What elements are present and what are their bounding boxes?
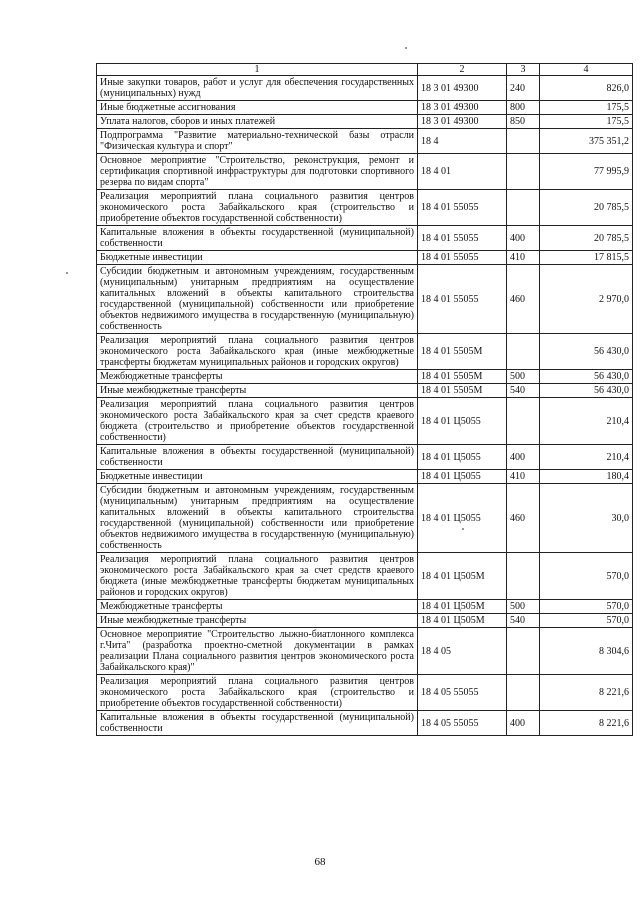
row-type: 850 [507, 115, 540, 129]
row-name: Капитальные вложения в объекты государственной (муниципальной) собственности [97, 711, 418, 736]
row-code: 18 4 01 [418, 154, 507, 190]
table-row [97, 398, 633, 445]
table-row [97, 370, 633, 384]
row-type: 410 [507, 251, 540, 265]
row-code: 18 3 01 49300 [418, 101, 507, 115]
row-amount: 8 304,6 [540, 628, 633, 675]
row-amount: 20 785,5 [540, 190, 633, 226]
header-col-3: 3 [507, 64, 540, 76]
row-amount: 8 221,6 [540, 711, 633, 736]
row-name: Реализация мероприятий плана социального развития центров экономического роста Забайкальского края за счет средств краевого бюджета (иные межбюджетные трансферты бюджетам муниципальных районов и городских округов) [97, 553, 418, 600]
header-col-2: 2 [418, 64, 507, 76]
row-code: 18 4 01 55055 [418, 251, 507, 265]
table-row [97, 711, 633, 736]
table-row [97, 226, 633, 251]
row-amount: 56 430,0 [540, 370, 633, 384]
row-code: 18 4 05 55055 [418, 711, 507, 736]
row-name: Бюджетные инвестиции [97, 470, 418, 484]
row-code: 18 4 05 55055 [418, 675, 507, 711]
row-code: 18 4 01 Ц5055 [418, 470, 507, 484]
row-name: Реализация мероприятий плана социального развития центров экономического роста Забайкальского края (строительство и приобретение объектов государственной собственности) [97, 675, 418, 711]
row-amount: 2 970,0 [540, 265, 633, 334]
row-name: Реализация мероприятий плана социального развития центров экономического роста Забайкальского края (строительство и приобретение объектов государственной собственности) [97, 190, 418, 226]
row-amount: 570,0 [540, 614, 633, 628]
row-name: Реализация мероприятий плана социального развития центров экономического роста Забайкальского края (иные межбюджетные трансферты бюджетам муниципальных районов и городских округов) [97, 334, 418, 370]
row-amount: 826,0 [540, 76, 633, 101]
row-name: Капитальные вложения в объекты государственной (муниципальной) собственности [97, 226, 418, 251]
row-type: 540 [507, 614, 540, 628]
row-type: 460 [507, 484, 540, 553]
row-amount: 210,4 [540, 445, 633, 470]
row-name: Межбюджетные трансферты [97, 370, 418, 384]
table-row [97, 484, 633, 553]
row-code: 18 3 01 49300 [418, 115, 507, 129]
row-amount: 30,0 [540, 484, 633, 553]
table-row [97, 190, 633, 226]
row-amount: 56 430,0 [540, 384, 633, 398]
table-row [97, 553, 633, 600]
scan-speck [66, 272, 68, 274]
table-row [97, 265, 633, 334]
row-amount: 20 785,5 [540, 226, 633, 251]
row-type: 400 [507, 711, 540, 736]
row-code: 18 4 01 Ц505М [418, 553, 507, 600]
row-code: 18 4 01 5505М [418, 384, 507, 398]
row-amount: 180,4 [540, 470, 633, 484]
row-name: Основное мероприятие "Строительство, реконструкция, ремонт и сертификация спортивной инфраструктуры для подготовки спортивного резерва по видам спорта" [97, 154, 418, 190]
row-code: 18 4 01 Ц505М [418, 614, 507, 628]
table-row [97, 600, 633, 614]
row-name: Уплата налогов, сборов и иных платежей [97, 115, 418, 129]
row-name: Реализация мероприятий плана социального развития центров экономического роста Забайкальского края за счет средств краевого бюджета (строительство и приобретение объектов государственной собственности) [97, 398, 418, 445]
row-amount: 56 430,0 [540, 334, 633, 370]
row-name: Бюджетные инвестиции [97, 251, 418, 265]
row-type: 410 [507, 470, 540, 484]
row-type: 540 [507, 384, 540, 398]
row-type: 500 [507, 370, 540, 384]
row-type [507, 129, 540, 154]
row-type [507, 154, 540, 190]
row-code: 18 4 01 5505М [418, 334, 507, 370]
row-amount: 210,4 [540, 398, 633, 445]
page-number: 68 [314, 856, 326, 868]
table-body [97, 76, 633, 736]
row-type [507, 334, 540, 370]
row-name: Иные межбюджетные трансферты [97, 614, 418, 628]
row-name: Межбюджетные трансферты [97, 600, 418, 614]
row-name: Иные бюджетные ассигнования [97, 101, 418, 115]
row-amount: 175,5 [540, 115, 633, 129]
scan-speck [405, 47, 407, 49]
row-type: 800 [507, 101, 540, 115]
row-name: Основное мероприятие "Строительство лыжно-биатлонного комплекса г.Чита" (разработка проектно-сметной документации в рамках реализации Плана социального развития центров экономического роста Забайкальского края)" [97, 628, 418, 675]
row-amount: 17 815,5 [540, 251, 633, 265]
scan-speck [462, 528, 464, 530]
header-col-1: 1 [97, 64, 418, 76]
row-name: Иные закупки товаров, работ и услуг для обеспечения государственных (муниципальных) нужд [97, 76, 418, 101]
header-col-4: 4 [540, 64, 633, 76]
row-name: Иные межбюджетные трансферты [97, 384, 418, 398]
row-type: 240 [507, 76, 540, 101]
row-code: 18 4 01 5505М [418, 370, 507, 384]
row-code: 18 4 01 Ц5055 [418, 398, 507, 445]
table-row [97, 76, 633, 101]
table-row [97, 129, 633, 154]
table-row [97, 675, 633, 711]
row-type: 400 [507, 226, 540, 251]
row-name: Субсидии бюджетным и автономным учреждениям, государственным (муниципальным) унитарным предприятиям на осуществление капитальных вложений в объекты капитального строительства государственной (муниципальной) собственности или приобретение объектов недвижимого имущества в государственную (муниципальную) собственность [97, 484, 418, 553]
row-code: 18 4 05 [418, 628, 507, 675]
row-amount: 375 351,2 [540, 129, 633, 154]
row-name: Подпрограмма "Развитие материально-технической базы отрасли "Физическая культура и спорт" [97, 129, 418, 154]
budget-table [96, 63, 633, 736]
table-row [97, 115, 633, 129]
row-code: 18 4 01 Ц5055 [418, 445, 507, 470]
row-type [507, 553, 540, 600]
row-code: 18 4 01 55055 [418, 190, 507, 226]
row-amount: 570,0 [540, 553, 633, 600]
table-row [97, 334, 633, 370]
row-type [507, 675, 540, 711]
row-name: Капитальные вложения в объекты государственной (муниципальной) собственности [97, 445, 418, 470]
table-row [97, 101, 633, 115]
row-name: Субсидии бюджетным и автономным учреждениям, государственным (муниципальным) унитарным предприятиям на осуществление капитальных вложений в объекты капитального строительства государственной (муниципальной) собственности или приобретение объектов недвижимого имущества в государственную (муниципальную) собственность [97, 265, 418, 334]
table-row [97, 384, 633, 398]
table-row [97, 445, 633, 470]
row-type [507, 398, 540, 445]
row-code: 18 4 01 Ц5055 [418, 484, 507, 553]
row-amount: 77 995,9 [540, 154, 633, 190]
row-code: 18 4 [418, 129, 507, 154]
row-code: 18 4 01 Ц505М [418, 600, 507, 614]
row-code: 18 4 01 55055 [418, 265, 507, 334]
row-type [507, 628, 540, 675]
table-row [97, 628, 633, 675]
row-type: 500 [507, 600, 540, 614]
row-type: 400 [507, 445, 540, 470]
row-amount: 175,5 [540, 101, 633, 115]
row-code: 18 3 01 49300 [418, 76, 507, 101]
row-type [507, 190, 540, 226]
table-row [97, 614, 633, 628]
row-amount: 8 221,6 [540, 675, 633, 711]
table-row [97, 154, 633, 190]
row-code: 18 4 01 55055 [418, 226, 507, 251]
row-type: 460 [507, 265, 540, 334]
row-amount: 570,0 [540, 600, 633, 614]
table-header-row [97, 64, 633, 76]
table-row [97, 470, 633, 484]
table-row [97, 251, 633, 265]
